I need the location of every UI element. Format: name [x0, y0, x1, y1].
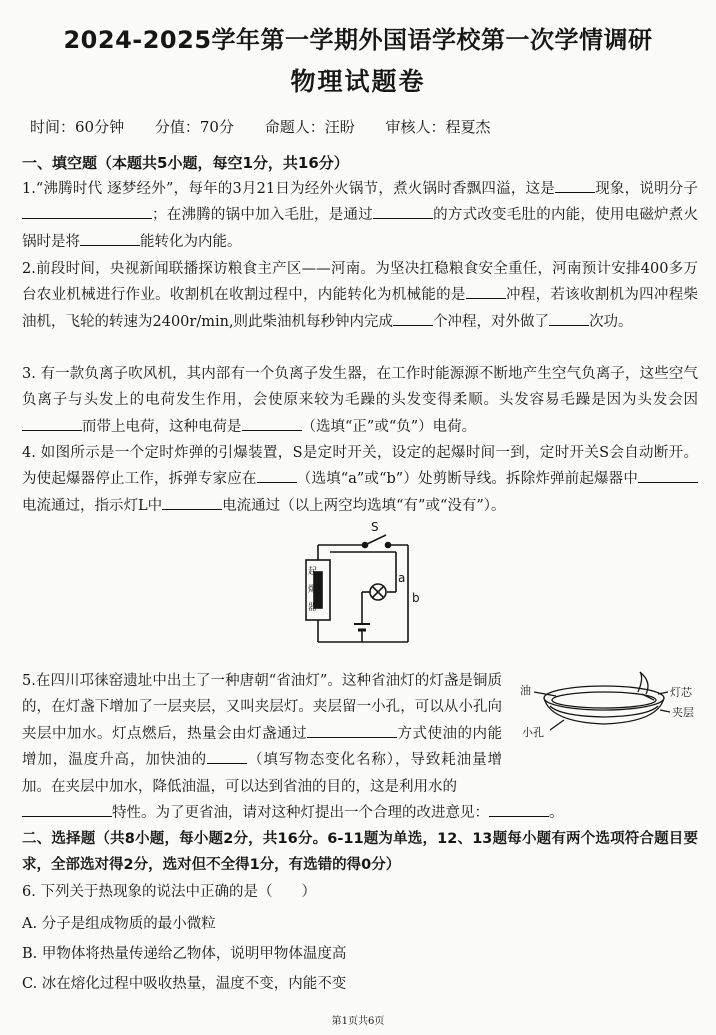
detonator-circuit-diagram [270, 520, 460, 660]
interlayer-label: 夹层 [672, 706, 694, 719]
question-3: 3. 有一款负离子吹风机，其内部有一个负离子发生器，在工作时能源源不断地产生空气负离子，这些空气负离子与头发上的电荷发生作用，会使原来较为毛躁的头发变得柔顺。头发容易毛躁是因为头发会因而带上电荷，这种电荷是 （选填“正”或“负”）电荷。 [22, 366, 698, 435]
question-4: 4. 如图所示是一个定时炸弹的引爆装置，S是定时开关，设定的起爆时间一到，定时开关S会自动断开。为使起爆器停止工作，拆弹专家应在 （选填“a”或“b”）处剪断导线。拆除炸弹前起爆器中电流通过，指示灯L中 电流通过（以上两空均选填“有”或“没有”）。 [22, 445, 698, 514]
answer-blank[interactable] [373, 204, 433, 219]
leader-line [550, 720, 564, 730]
answer-blank[interactable] [242, 416, 302, 431]
exam-time: 时间：60分钟 [30, 118, 125, 136]
exam-score: 分值：70分 [154, 118, 234, 136]
switch-label: S [371, 520, 379, 534]
answer-blank[interactable] [22, 204, 152, 219]
oil-lamp-illustration [520, 670, 700, 750]
flame-icon [638, 672, 648, 694]
exam-title: 2024-2025学年第一学期外国语学校第一次学情调研 [63, 26, 653, 54]
answer-blank[interactable] [257, 468, 297, 483]
answer-blank[interactable] [162, 495, 222, 510]
question-5-continued: 特性。为了更省油，请对这种灯提出一个合理的改进意见： 。 [22, 800, 698, 826]
section-heading-fill-in: 一、填空题（本题共5小题，每空1分，共16分） [22, 154, 349, 172]
oil-label: 油 [520, 684, 531, 697]
lamp-body [544, 698, 664, 724]
wire-b-label: b [412, 591, 420, 605]
exam-subject-title: 物理试题卷 [290, 67, 426, 96]
question-6-option-b[interactable]: B. 甲物体将热量传递给乙物体，说明甲物体温度高 [22, 946, 347, 962]
detonator-label: 起 爆 器 [308, 567, 318, 613]
page-number: 第1页共6页 [331, 1016, 385, 1027]
question-1: 1.“沸腾时代 逐梦经外”，每年的3月21日为经外火锅节，煮火锅时香飘四溢，这是 现象，说明分子；在沸腾的锅中加入毛肚，是通过 的方式改变毛肚的内能，使用电磁炉煮火锅时是将 能转化为内能。 [22, 176, 698, 255]
question-6-option-c[interactable]: C. 冰在熔化过程中吸收热量，温度不变，内能不变 [22, 976, 347, 992]
leader-line [660, 710, 670, 712]
exam-reviewer: 审核人：程夏杰 [385, 118, 491, 136]
wick-label: 灯芯 [670, 686, 692, 699]
answer-blank[interactable] [22, 416, 82, 431]
question-6-stem: 6. 下列关于热现象的说法中正确的是（ ） [22, 884, 316, 900]
switch-blade [365, 535, 386, 545]
answer-blank[interactable] [466, 284, 506, 299]
answer-blank[interactable] [307, 723, 397, 738]
answer-blank[interactable] [638, 468, 698, 483]
answer-blank[interactable] [555, 178, 595, 193]
answer-blank[interactable] [22, 802, 112, 817]
answer-blank[interactable] [549, 311, 589, 326]
lamp-rim [544, 686, 664, 710]
answer-blank[interactable] [207, 749, 247, 764]
question-5: 5.在四川邛徕窑遗址中出土了一种唐朝“省油灯”。这种省油灯的灯盏是铜质的，在灯盏下增加了一层夹层，又叫夹层灯。夹层留一小孔，可以从小孔向夹层中加水。灯点燃后，热量会由灯盏通过 方式使油的内能增加，温度升高，加快油的 （填写物态变化名称），导致耗油量增加。在夹层中加水，降低油温，可以达到省油的目的，这是利用水的 [22, 673, 503, 795]
exam-info-line [30, 116, 517, 137]
answer-blank[interactable] [393, 311, 433, 326]
oil-surface [552, 692, 656, 708]
hole-label: 小孔 [522, 726, 544, 739]
answer-blank[interactable] [489, 802, 549, 817]
exam-author: 命题人：汪盼 [264, 118, 355, 136]
section-heading-choice: 二、选择题（共8小题，每小题2分，共16分。6-11题为单选，12、13题每小题有两个选项符合题目要求，全部选对得2分，选对但不全得1分，有选错的得0分） [22, 831, 698, 874]
question-2: 2.前段时间，央视新闻联播探访粮食主产区——河南。为坚决扛稳粮食安全重任，河南预计安排400多万台农业机械进行作业。收割机在收割过程中，内能转化为机械能的是 冲程，若该收割机为四冲程柴油机，飞轮的转速为2400r/min,则此柴油机每秒钟内完成 个冲程，对外做了 次功。 [22, 261, 698, 330]
wire-a-label: a [398, 571, 406, 585]
question-6-option-a[interactable]: A. 分子是组成物质的最小微粒 [22, 916, 216, 932]
answer-blank[interactable] [80, 231, 140, 246]
